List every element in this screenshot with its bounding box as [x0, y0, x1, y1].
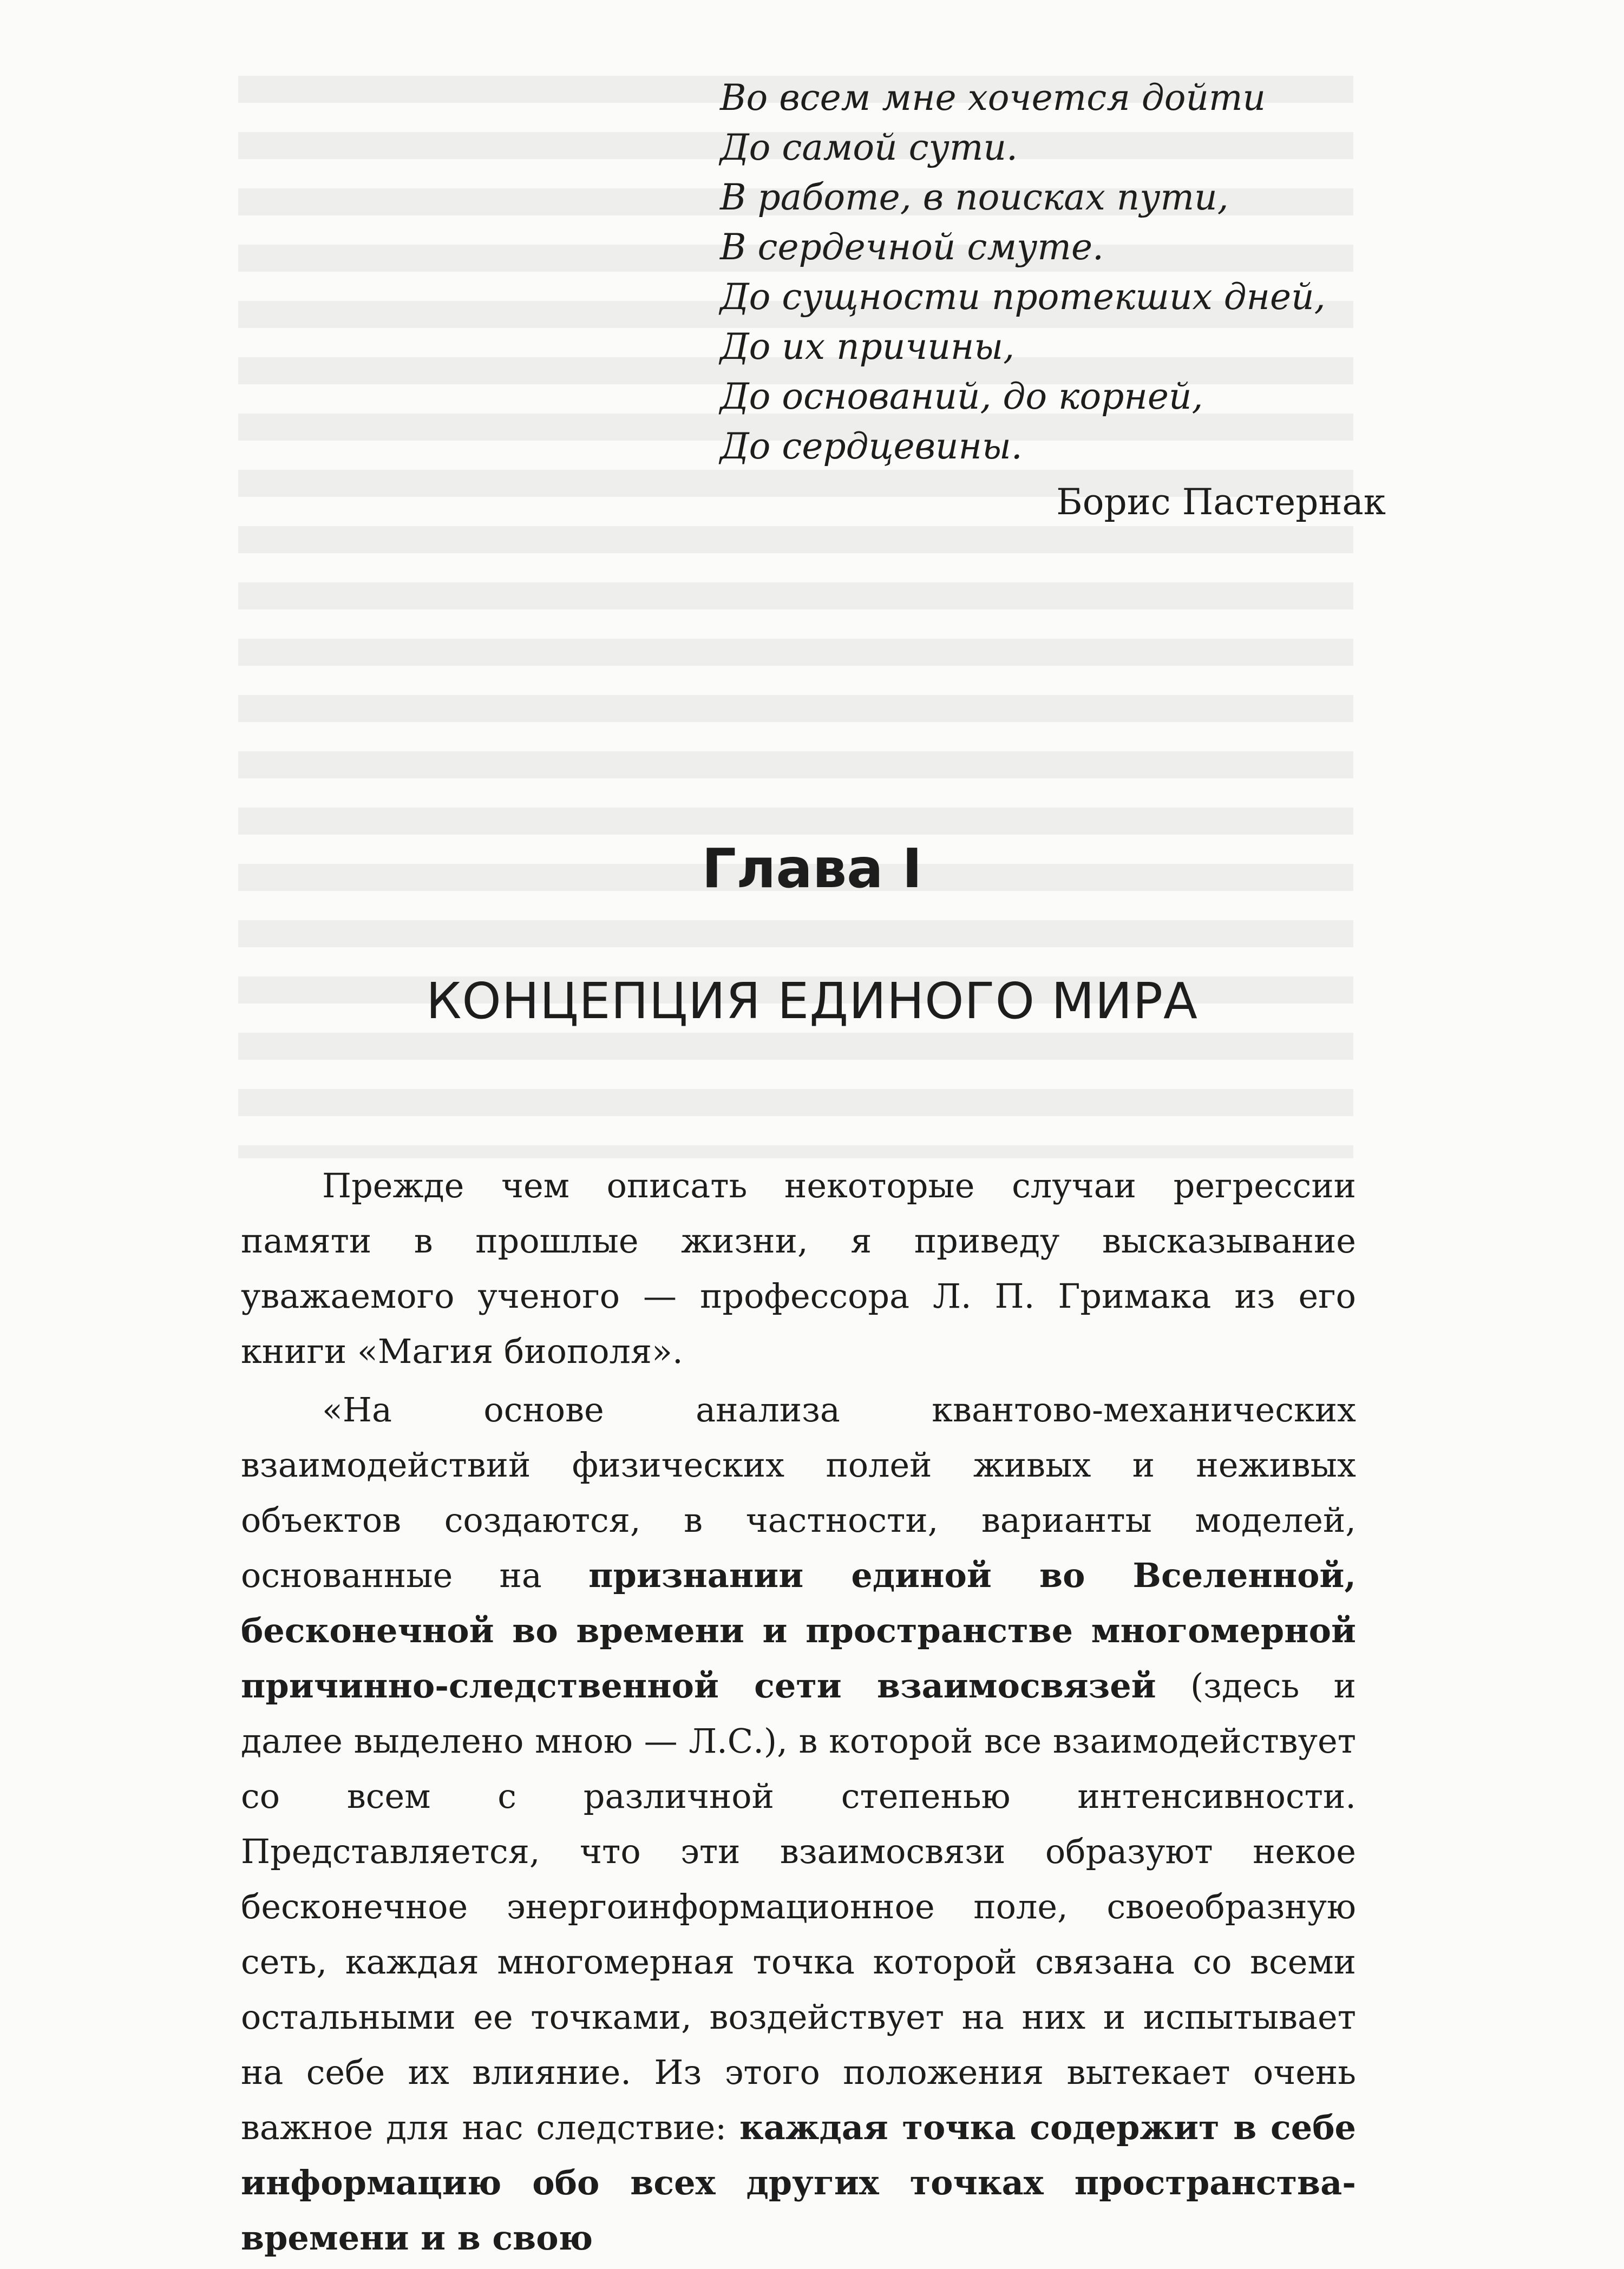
quote-text: (здесь и далее выделено мною — Л.С.), в которой все взаимодействует со всем с различной степенью интенсивности. Представляется, что эти взаимосвязи образуют некое бесконечное энергоинформационное поле, своеобразную сеть, каждая многомерная точка которой связана со всеми остальными ее точками, воздействует на них и испытывает на себе их влияние. Из этого положения вытекает очень важное для нас следствие:	[241, 1666, 1356, 2147]
epigraph-line: Во всем мне хочется дойти	[720, 77, 1266, 119]
show-through-header	[0, 0, 1624, 32]
epigraph-line: В работе, в поисках пути,	[720, 176, 1229, 218]
chapter-title: КОНЦЕПЦИЯ ЕДИНОГО МИРА	[426, 972, 1198, 1030]
epigraph-line: До оснований, до корней,	[720, 376, 1203, 417]
emphasis-text: каждая точка содержит в себе информацию обо всех других точках пространства-времени и в свою	[241, 2108, 1356, 2258]
chapter-label: Глава I	[702, 837, 922, 900]
quote-paragraph	[241, 1382, 1356, 2266]
paragraph: Прежде чем описать некоторые случаи регрессии памяти в прошлые жизни, я приведу высказывание уважаемого ученого — профессора Л. П. Гримака из его книги «Магия биополя».	[241, 1166, 1356, 1371]
epigraph-line: До самой сути.	[720, 127, 1018, 168]
body-text	[241, 1158, 1356, 2269]
quote-text: «На основе анализа квантово-механических взаимодействий физических полей живых и неживых объектов создаются, в частности, варианты моделей, основанные на	[241, 1390, 1356, 1595]
epigraph	[720, 73, 1397, 523]
epigraph-author: Борис Пастернак	[1056, 481, 1386, 523]
emphasis-text: признании единой во Вселенной, бесконечной во времени и пространстве многомерной причинно-следственной сети взаимосвязей	[241, 1556, 1356, 1706]
epigraph-line: До сущности протекших дней,	[720, 276, 1326, 318]
epigraph-line: До сердцевины.	[720, 425, 1023, 467]
epigraph-line: В сердечной смуте.	[720, 226, 1104, 268]
epigraph-line: До их причины,	[720, 326, 1015, 368]
